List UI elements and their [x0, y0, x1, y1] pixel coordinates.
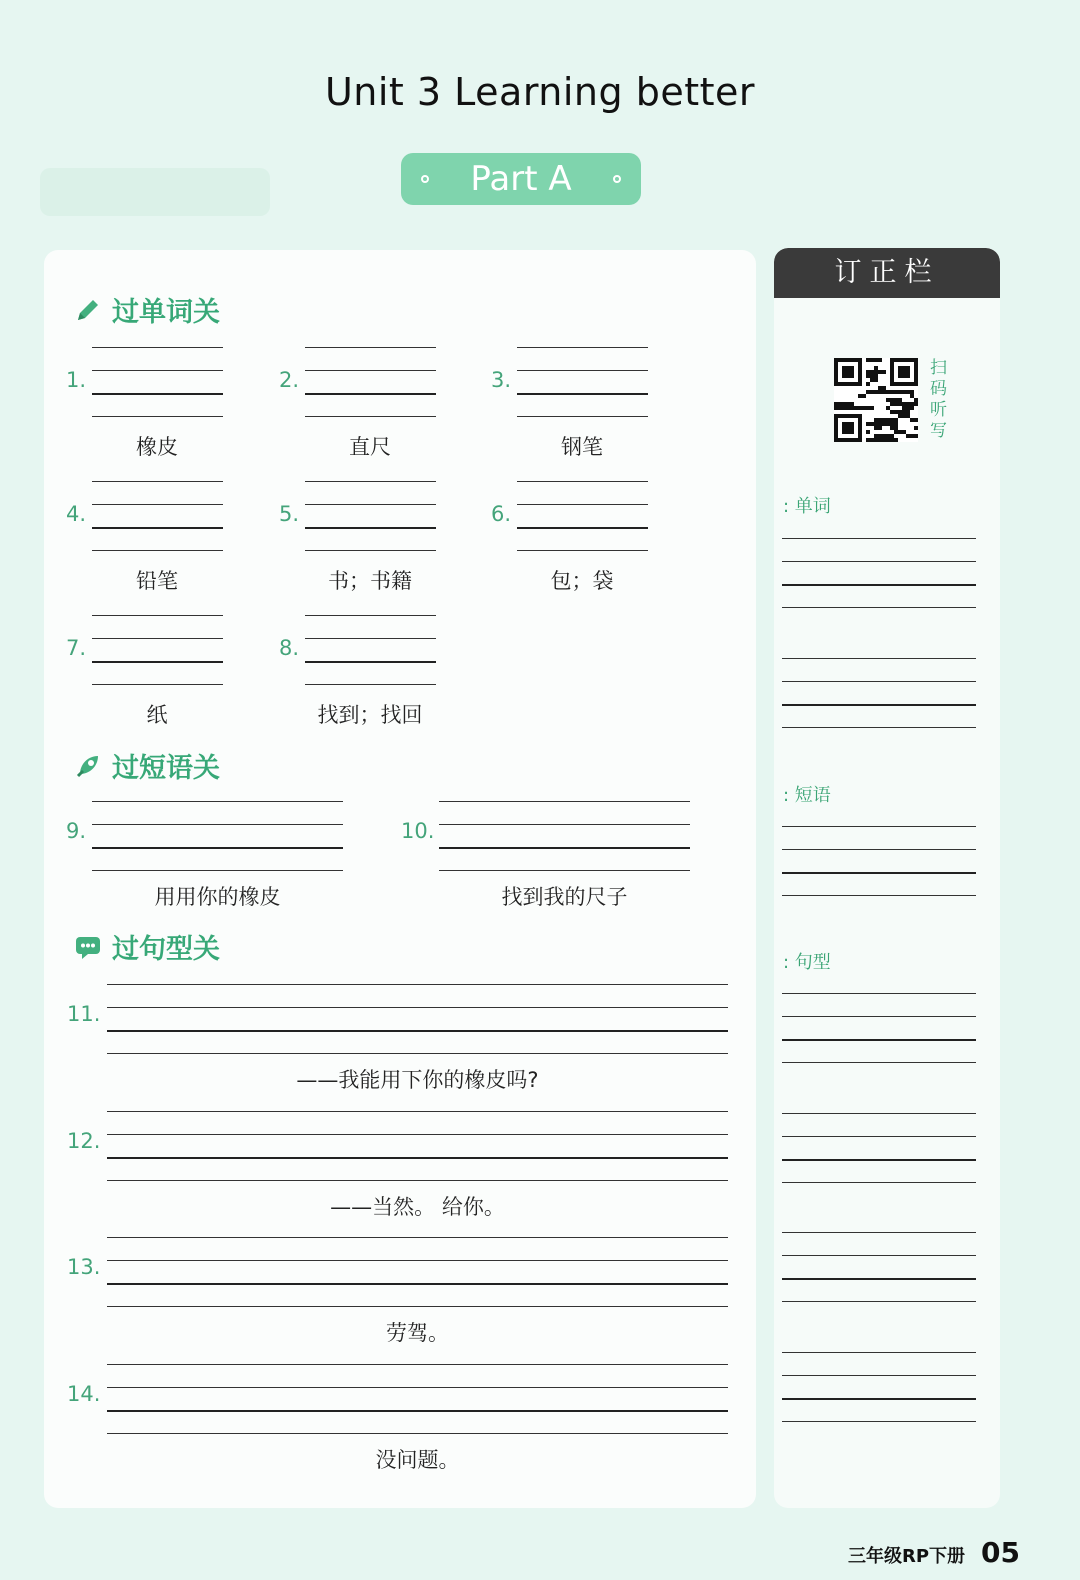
writing-line: [782, 538, 976, 539]
decorative-stripe: [40, 168, 270, 216]
writing-line: [92, 416, 223, 417]
item-number: 13.: [67, 1255, 101, 1279]
word-hint: 橡皮: [136, 435, 178, 459]
writing-line: [782, 1113, 976, 1114]
writing-line: [92, 847, 343, 849]
writing-line: [107, 1306, 728, 1307]
section-title-words: [74, 290, 220, 329]
writing-line: [107, 1134, 728, 1135]
qr-caption-char: 写: [930, 421, 947, 441]
section-title-sentences: [74, 927, 220, 966]
writing-line: [92, 870, 343, 871]
dot-icon: [421, 175, 429, 183]
writing-line: [92, 481, 223, 482]
correction-line-group[interactable]: [782, 826, 976, 896]
sentence-answer-lines[interactable]: [107, 1237, 728, 1307]
word-answer-lines[interactable]: [92, 615, 223, 685]
writing-line: [782, 658, 976, 659]
dot-icon: [613, 175, 621, 183]
writing-line: [107, 1260, 728, 1261]
writing-line: [782, 607, 976, 608]
part-label: [401, 153, 641, 205]
side-label-words: : 单词: [783, 496, 831, 517]
word-hint: 铅笔: [136, 569, 178, 593]
correction-header: 订正栏: [774, 248, 1000, 298]
phrase-hint: 用用你的橡皮: [154, 885, 281, 909]
writing-line: [782, 1421, 976, 1422]
item-number: 7.: [66, 636, 87, 660]
writing-line: [305, 638, 436, 639]
word-answer-lines[interactable]: [305, 481, 436, 551]
phrase-answer-lines[interactable]: [92, 801, 343, 871]
writing-line: [107, 1433, 728, 1434]
word-answer-lines[interactable]: [305, 347, 436, 417]
sentence-hint: 没问题。: [375, 1448, 460, 1472]
correction-line-group[interactable]: [782, 993, 976, 1063]
writing-line: [782, 727, 976, 728]
item-number: 6.: [491, 502, 512, 526]
writing-line: [107, 984, 728, 985]
writing-line: [305, 550, 436, 551]
word-answer-lines[interactable]: [305, 615, 436, 685]
item-number: 12.: [67, 1129, 101, 1153]
word-answer-lines[interactable]: [517, 347, 648, 417]
writing-line: [782, 872, 976, 874]
writing-line: [92, 370, 223, 371]
writing-line: [107, 1111, 728, 1112]
item-number: 3.: [491, 368, 512, 392]
word-hint: 纸: [146, 703, 168, 727]
writing-line: [782, 1352, 976, 1353]
writing-line: [782, 1016, 976, 1017]
writing-line: [305, 615, 436, 616]
writing-line: [92, 527, 223, 529]
writing-line: [107, 1053, 728, 1054]
word-hint: 书；书籍: [328, 569, 412, 593]
rocket-icon: [74, 752, 102, 780]
correction-line-group[interactable]: [782, 538, 976, 608]
writing-line: [92, 347, 223, 348]
writing-line: [107, 1387, 728, 1388]
word-hint: 包；袋: [550, 569, 614, 593]
side-label-phrases: : 短语: [783, 785, 831, 806]
writing-line: [782, 1301, 976, 1302]
writing-line: [782, 704, 976, 706]
word-hint: 直尺: [349, 435, 391, 459]
writing-line: [782, 895, 976, 896]
writing-line: [305, 504, 436, 505]
writing-line: [305, 347, 436, 348]
writing-line: [305, 527, 436, 529]
writing-line: [782, 1232, 976, 1233]
writing-line: [305, 393, 436, 395]
writing-line: [92, 504, 223, 505]
writing-line: [107, 1030, 728, 1032]
writing-line: [107, 1237, 728, 1238]
writing-line: [782, 1398, 976, 1400]
correction-line-group[interactable]: [782, 1113, 976, 1183]
page-title: Unit 3 Learning better: [324, 70, 756, 114]
writing-line: [517, 347, 648, 348]
page-number: 05: [981, 1536, 1020, 1569]
correction-line-group[interactable]: [782, 1352, 976, 1422]
writing-line: [517, 481, 648, 482]
section-title-text: 过单词关: [112, 297, 220, 328]
writing-line: [517, 550, 648, 551]
writing-line: [92, 801, 343, 802]
qr-caption-char: 码: [930, 379, 947, 399]
word-hint: 找到；找回: [317, 703, 423, 727]
writing-line: [782, 1159, 976, 1161]
qr-caption-char: 扫: [930, 358, 947, 378]
item-number: 9.: [66, 819, 87, 843]
word-hint: 钢笔: [561, 435, 603, 459]
item-number: 14.: [67, 1382, 101, 1406]
writing-line: [439, 847, 690, 849]
writing-line: [439, 870, 690, 871]
writing-line: [782, 584, 976, 586]
writing-line: [517, 393, 648, 395]
writing-line: [92, 615, 223, 616]
sentence-hint: 劳驾。: [386, 1321, 449, 1345]
phrase-answer-lines[interactable]: [439, 801, 690, 871]
writing-line: [92, 393, 223, 395]
word-answer-lines[interactable]: [92, 347, 223, 417]
writing-line: [92, 638, 223, 639]
writing-line: [782, 561, 976, 562]
phrase-hint: 找到我的尺子: [501, 885, 628, 909]
writing-line: [517, 527, 648, 529]
writing-line: [107, 1157, 728, 1159]
correction-line-group[interactable]: [782, 658, 976, 728]
item-number: 1.: [66, 368, 87, 392]
word-answer-lines[interactable]: [517, 481, 648, 551]
section-title-phrases: [74, 746, 220, 785]
writing-line: [305, 370, 436, 371]
writing-line: [107, 1007, 728, 1008]
correction-line-group[interactable]: [782, 1232, 976, 1302]
writing-line: [782, 1039, 976, 1041]
part-text: Part A: [470, 159, 572, 199]
item-number: 10.: [401, 819, 435, 843]
item-number: 8.: [279, 636, 300, 660]
item-number: 4.: [66, 502, 87, 526]
writing-line: [92, 550, 223, 551]
writing-line: [517, 416, 648, 417]
writing-line: [782, 681, 976, 682]
writing-line: [107, 1180, 728, 1181]
writing-line: [92, 661, 223, 663]
writing-line: [782, 1255, 976, 1256]
writing-line: [517, 370, 648, 371]
sentence-hint: ——当然。 给你。: [330, 1195, 505, 1219]
writing-line: [782, 1062, 976, 1063]
writing-line: [107, 1364, 728, 1365]
side-label-text: 短语: [794, 785, 831, 806]
sentence-hint: ——我能用下你的橡皮吗?: [296, 1068, 539, 1092]
sentence-answer-lines[interactable]: [107, 1111, 728, 1181]
writing-line: [305, 661, 436, 663]
side-label-sentences: : 句型: [783, 952, 831, 973]
side-label-text: 单词: [794, 496, 831, 517]
section-title-text: 过短语关: [112, 753, 220, 784]
writing-line: [439, 824, 690, 825]
writing-line: [305, 481, 436, 482]
writing-line: [782, 1136, 976, 1137]
book-label: 三年级RP下册: [847, 1546, 966, 1567]
sentence-answer-lines[interactable]: [107, 984, 728, 1054]
item-number: 11.: [67, 1002, 101, 1026]
sentence-answer-lines[interactable]: [107, 1364, 728, 1434]
item-number: 2.: [279, 368, 300, 392]
writing-line: [782, 826, 976, 827]
writing-line: [782, 1375, 976, 1376]
writing-line: [782, 849, 976, 850]
qr-caption: [930, 358, 948, 442]
writing-line: [782, 993, 976, 994]
side-label-text: 句型: [794, 952, 831, 973]
writing-line: [782, 1278, 976, 1280]
writing-line: [305, 684, 436, 685]
pencil-icon: [74, 296, 102, 324]
word-answer-lines[interactable]: [92, 481, 223, 551]
writing-line: [782, 1182, 976, 1183]
writing-line: [305, 416, 436, 417]
chat-icon: [74, 933, 102, 961]
qr-caption-char: 听: [930, 400, 947, 420]
section-title-text: 过句型关: [112, 934, 220, 965]
writing-line: [107, 1410, 728, 1412]
writing-line: [107, 1283, 728, 1285]
writing-line: [517, 504, 648, 505]
writing-line: [439, 801, 690, 802]
qr-code-icon[interactable]: [834, 358, 918, 442]
page-footer: [848, 1536, 1020, 1569]
item-number: 5.: [279, 502, 300, 526]
writing-line: [92, 684, 223, 685]
writing-line: [92, 824, 343, 825]
